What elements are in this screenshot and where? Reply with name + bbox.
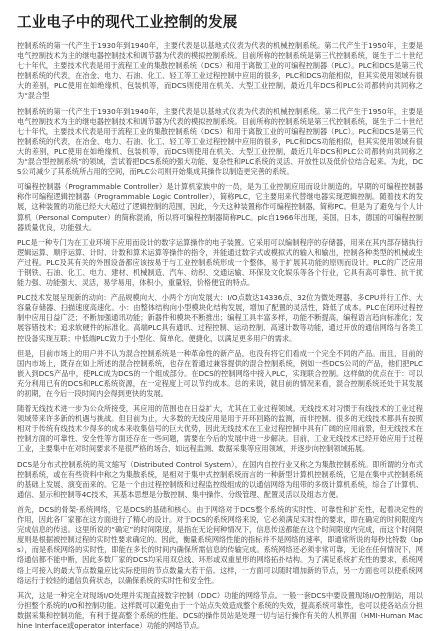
paragraph-8: DCS是分布式控制系统的英文缩写（Distributed Control System），在国内自控行业又称之为集散控制系统。即所谓的分布式控制系统，或在有些资料中称之为集散系统，是相对于集中式控制系统而言的一种新型计算机控制系统，它是在集中式控制系统的基础上发展、演变而来的。它是一个由过程控制级和过程监控级组成的以通信网络为纽带的多级计算机系统，综合了计算机、通信、显示和控制等4C技术，其基本思想是分散控制、集中操作、分级管理、配置灵活以及组态方便。 [17, 459, 423, 499]
paragraph-9: 首先，DCS的骨架-系统网络，它是DCS的基础和核心。由于网络对于DCS整个系统的实时性、可靠性和扩充性，起着决定性的作用，因此各厂家都在这方面进行了精心的设计。对于DCS的系统网络来说，它必须满足实时性的要求，即在确定的时间限度内完成信息的传送。这里所说的“确定”的时间限度，是指在无论何种情况下，信息传送都能在这个时间限度内完成，而这个时间限度则是根据被控制过程的实时性要求确定的。因此，衡量系统网络性能的指标并不是网络的速率，即通常所说的每秒比特数（bps），而是系统网络的实时性，即能在多长的时间内确保所需信息的传输完成。系统网络还必须非常可靠，无论在任何情况下，网络通信都不能中断，因此多数厂家的DCS均采用双总线、环形或双重星形的网络拓扑结构。为了满足系统扩充性的要求，系统网络上可接入的最大节点数量应比实际使用的节点数量大若干倍。这样，一方面可以随时增加新的节点，另一方面也可以使系统网络运行于较轻的通信负荷状态，以确保系统的实时性和安全性。 [17, 504, 423, 585]
paragraph-6: 但是，目前市场上的用户并不认为混合控制系统是一种革命性的新产品，也没有将它们看成一个完全不同的产品。而且，目前的国内市场上，既存在如上所述的混合控制系统，也存在着通过兼容提供的混合控制系统，例如一些DCS公司的产品，他们把PLC嵌入到DCS产品中，使PLC成为DCS的一个组成部分。在DCS的控制网络中接入PLC，实现联合控制。这样做的优点在于：可以充分利用已有的DCS和PLC系统资源，在一定程度上可以节约成本。总的来说，就目前的情况来看，混合控制系统还处于其发展的初期，在今后一段时间内会得到更快的发展。 [17, 348, 423, 398]
paragraph-1: 控制系统的第一代产生于1930年到1940年，主要代表是以基地式仪表为代表的机械控制系统。第二代产生于1950年，主要是电气控制技术为主的继电器控制技术和调节器为代表的模拟控制系统。目前所称的控制系统是第三代控制系统，诞生于二十世纪七十年代，主要技术代表是用于流程工业的集散控制系统（DCS）和用于离散工业的可编程控制器（PLC）。PLC和DCS是第三代控制系统的代表，在冶金、电力、石油、化工、轻工等工业过程控制中应用的很多，PLC和DCS功能相似，但其实使用领域有很大的差别，PLC使用在如绝缘机、包装机等，而DCS则使用在机关、大型工业控制，最近几年DCS和PLC公司都转向共同称之为“混合型 [17, 41, 423, 101]
paragraph-10: 其次，这是一种完全对现场I/O处理并实现直接数字控制（DDC）功能的网络节点。一般一套DCS中要设置现场I/O控制站，用以分担整个系统的I/O和控制功能。这样既可以避免由于一个站点失效造成整个系统的失效，提高系统可靠性，也可以使各站点分担数据采集和控制功能，有利于提高整个系统的性能。DCS的操作员站是处理一切与运行操作有关的人机界面（HMI-Human Machine Interface或operator interface）功能的网络节点。 [17, 590, 423, 630]
paragraph-2: 控制系统的第一代产生于1930年到1940年，主要代表是以基地式仪表为代表的机械控制系统。第二代产生于1950年，主要是电气控制技术为主的继电器控制技术和调节器为代表的模拟控制系统。目前所称的控制系统是第三代控制系统，诞生于二十世纪七十年代，主要技术代表是用于流程工业的集散控制系统（DCS）和用于离散工业的可编程控制器（PLC）。PLC和DCS是第三代控制系统的代表，在冶金、电力、石油、化工、轻工等工业过程控制中应用的很多，PLC和DCS功能相似，但其实使用领域有很大的差别，PLC使用在如绝缘机、包装机等，而DCS则使用在机关、大型工业控制，最近几年DCS和PLC公司都转向共同称之为“混合型控制系统”的领域，尝试着把DCS系统的强大功能、复杂性和PLC系统的灵活、开放性以及低价位结合起来。为此，DCS公司减少了其系统所占用的空间，而PLC公司则开始集成其操作以制造更完善的系统。 [17, 106, 423, 177]
paragraph-7: 随着无线技术进一步为公众所接受，其应用的范围也在日益扩大，尤其在工业过程领域。无线技术对习惯于有线技术的工业过程领域带来许多新的机遇与挑战。但目前为止，大多数的无线应用是用于开环回路的监测，而非控制。很多的无线技术都具有按照相对于传统有线技术少得多的成本来收集信号的巨大优势，因此无线技术在工业过程控制中具有广阔的应用前景，但无线技术在控制方面的可靠性、安全性等方面还存在一些问题，需要在今后的发展中进一步解决。目前，工业无线技术已经开始应用于过程工业，主要集中在对时间要求不是很严格的场合，如远程监测、数据采集等应用领域，并逐步向控制领域拓展。 [17, 404, 423, 454]
paragraph-4: PLC是一种专门为在工业环境下应用而设计的数字运算操作的电子装置。它采用可以编制程序的存储器，用来在其内部存储执行逻辑运算、顺序运算、计时、计数和算术运算等操作的指令，并能通过数字式或模拟式的输入和输出，控制各种类型的机械或生产过程。PLC及其有关的外围设备都应该按易于与工业控制系统形成一个整体，易于扩展其功能的原则而设计。PLC的广泛应用于钢铁、石油、化工、电力、建材、机械制造、汽车、纺织、交通运输、环保及文化娱乐等各个行业，它具有高可靠性、抗干扰能力强、功能强大、灵活，易学易用，体积小，重量轻，价格便宜的特点。 [17, 237, 423, 288]
page-title: 工业电子中的现代工业控制的发展 [17, 15, 238, 31]
paragraph-3: 可编程控制器（Programmable Controller）是计算机家族中的一员，是为工业控制应用而设计制造的。早期的可编程控制器称作可编程逻辑控制器（Programmable Logic Controller），简称PLC，它主要用来代替继电器实现逻辑控制。随着技术的发展，这种装置的功能已经大大超过了逻辑控制的范围，因此，今天这种装置称作可编程控制器，简称PC。但是为了避免与个人计算机（Personal Computer）的简称混淆，所以将可编程控制器简称PLC。plc自1966年出现，美国，日本，德国的可编程控制器质量优良，功能强大。 [17, 182, 423, 232]
paragraph-5: PLC技术发展呈现新的动向：产品规模向大、小两个方向发展大：I/O点数达14336点、32位为微处理器、多CPU并行工作、大容量存储器、扫描速度高速化。小：由整体结构向小型模块化结构发展，增加了配置的灵活性，降低了成本。PLC在闭环过程控制中应用日益广泛；不断加强通讯功能；新器件和模块不断推出；编程工具丰富多样，功能不断提高，编程语言趋向标准化；发展容错技术；追求软硬件的标准化。高端PLC具有通讯、过程控制、运动控制、高速计数等功能，通过开放的通信网络与各类工控设备实现互联；中低端PLC致力于小型化、简单化、便捷化，以满足更多用户的需求。 [17, 293, 423, 343]
